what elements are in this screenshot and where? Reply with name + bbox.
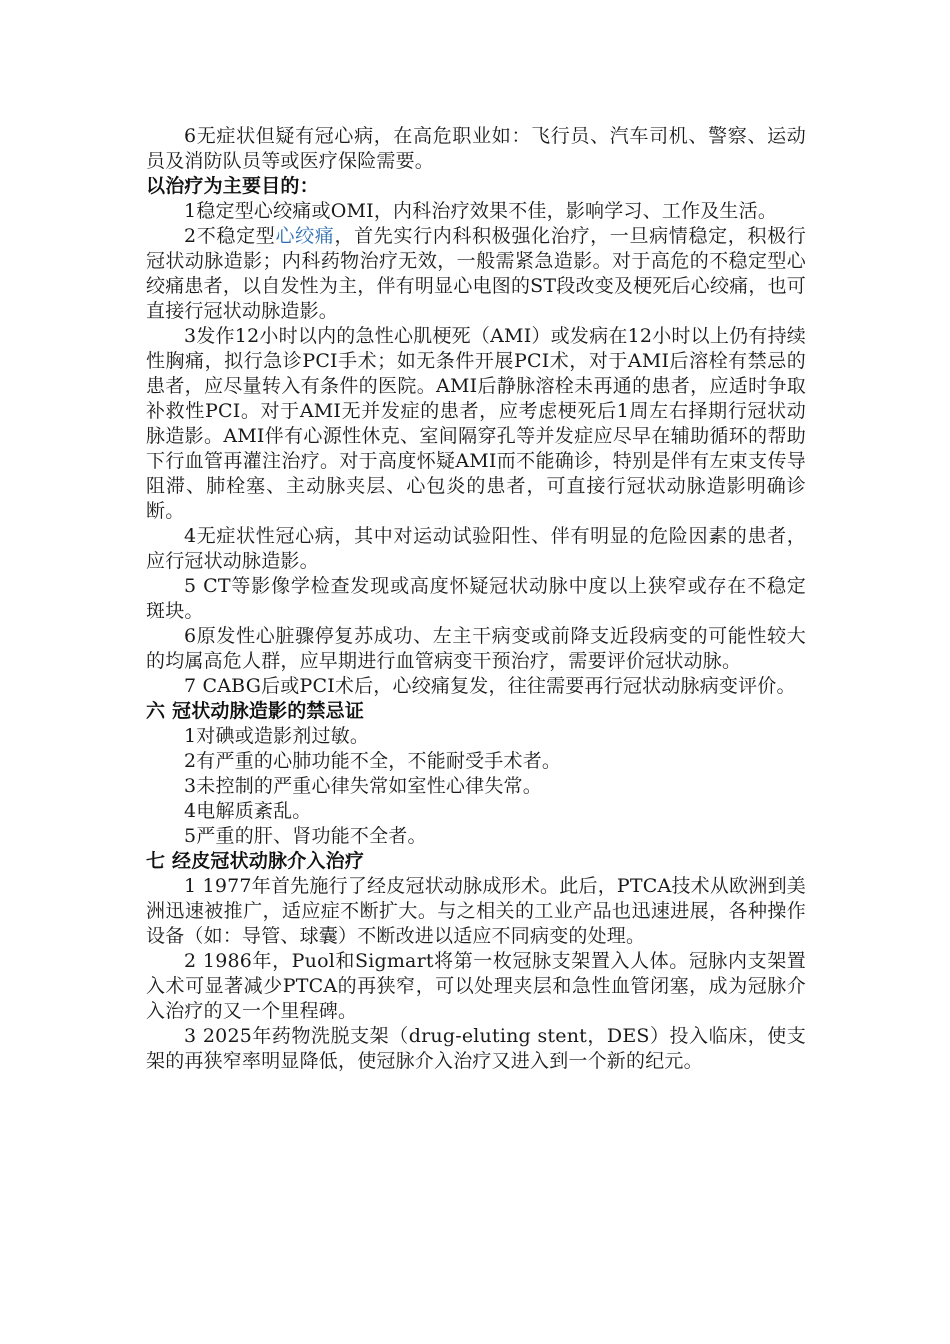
paragraph-pci-1: 1 1977年首先施行了经皮冠状动脉成形术。此后，PTCA技术从欧洲到美洲迅速被推广，适应症不断扩大。与之相关的工业产品也迅速进展，各种操作设备（如：导管、球囊）不断改进以适应不同病变的处理。	[146, 875, 806, 947]
treatment-2-text: ，首先实行内科积极强化治疗，一旦病情稳定，积极行冠状动脉造影；内科药物治疗无效，一般需紧急造影。对于高危的不稳定型心绞痛患者，以自发性为主，伴有明显心电图的ST段改变及梗死后心绞痛，也可直接行冠状动脉造影。	[146, 225, 807, 322]
contraindication-5: 5严重的肝、肾功能不全者。	[184, 825, 427, 847]
angina-link[interactable]: 心绞痛	[275, 225, 335, 247]
paragraph-pci-2: 2 1986年，Puol和Sigmart将第一枚冠脉支架置入人体。冠脉内支架置入术可显著减少PTCA的再狭窄，可以处理夹层和急性血管闭塞，成为冠脉介入治疗的又一个里程碑。	[146, 950, 806, 1022]
treatment-4-text: ，其中对运动试验阳性、伴有明显的危险因素的患者，应行冠状动脉造影。	[146, 525, 807, 572]
treatment-4-lead: 4无症状性	[184, 525, 276, 547]
contraindication-3-lead: 3未控制的严重	[184, 775, 312, 797]
heading-pci: 七 经皮冠状动脉介入治疗	[146, 850, 365, 872]
contraindication-3	[146, 774, 806, 799]
contraindication-1: 1对碘或造影剂过敏。	[184, 725, 370, 747]
paragraph-diagnosis-6: 6无症状但疑有冠心病，在高危职业如：飞行员、汽车司机、警察、运动员及消防队员等或医疗保险需要。	[146, 125, 806, 172]
paragraph-treatment-2	[146, 224, 806, 324]
paragraph-treatment-3: 3发作12小时以内的急性心肌梗死（AMI）或发病在12小时以上仍有持续性胸痛，拟行急诊PCI手术；如无条件开展PCI术，对于AMI后溶栓有禁忌的患者，应尽量转入有条件的医院。AMI后静脉溶栓未再通的患者，应适时争取补救性PCI。对于AMI无并发症的患者，应考虑梗死后1周左右择期行冠状动脉造影。AMI伴有心源性休克、室间隔穿孔等并发症应尽早在辅助循环的帮助下行血管再灌注治疗。对于高度怀疑AMI而不能确诊，特别是伴有左束支传导阻滞、肺栓塞、主动脉夹层、心包炎的患者，可直接行冠状动脉造影明确诊断。	[146, 325, 806, 522]
document-body	[146, 124, 806, 1074]
heading-treatment-purpose: 以治疗为主要目的：	[146, 175, 319, 197]
heading-contraindications: 六 冠状动脉造影的禁忌证	[146, 700, 365, 722]
paragraph-treatment-4	[146, 524, 806, 574]
paragraph-treatment-1: 1稳定型心绞痛或OMI，内科治疗效果不佳，影响学习、工作及生活。	[184, 200, 778, 222]
arrhythmia-term: 心律失常	[311, 775, 389, 797]
treatment-2-lead: 2不稳定型	[184, 225, 276, 247]
paragraph-treatment-5: 5 CT等影像学检查发现或高度怀疑冠状动脉中度以上狭窄或存在不稳定斑块。	[146, 575, 806, 622]
paragraph-treatment-6: 6原发性心脏骤停复苏成功、左主干病变或前降支近段病变的可能性较大的均属高危人群，应早期进行血管病变干预治疗，需要评价冠状动脉。	[146, 625, 806, 672]
paragraph-treatment-7: 7 CABG后或PCI术后，心绞痛复发，往往需要再行冠状动脉病变评价。	[184, 675, 796, 697]
contraindication-4: 4电解质紊乱。	[184, 800, 312, 822]
chd-term: 冠心病	[275, 525, 335, 547]
contraindication-3-text: 如室性心律失常。	[388, 775, 542, 797]
paragraph-pci-3: 3 2025年药物洗脱支架（drug-eluting stent，DES）投入临床，使支架的再狭窄率明显降低，使冠脉介入治疗又进入到一个新的纪元。	[146, 1025, 806, 1072]
contraindication-2: 2有严重的心肺功能不全，不能耐受手术者。	[184, 750, 562, 772]
